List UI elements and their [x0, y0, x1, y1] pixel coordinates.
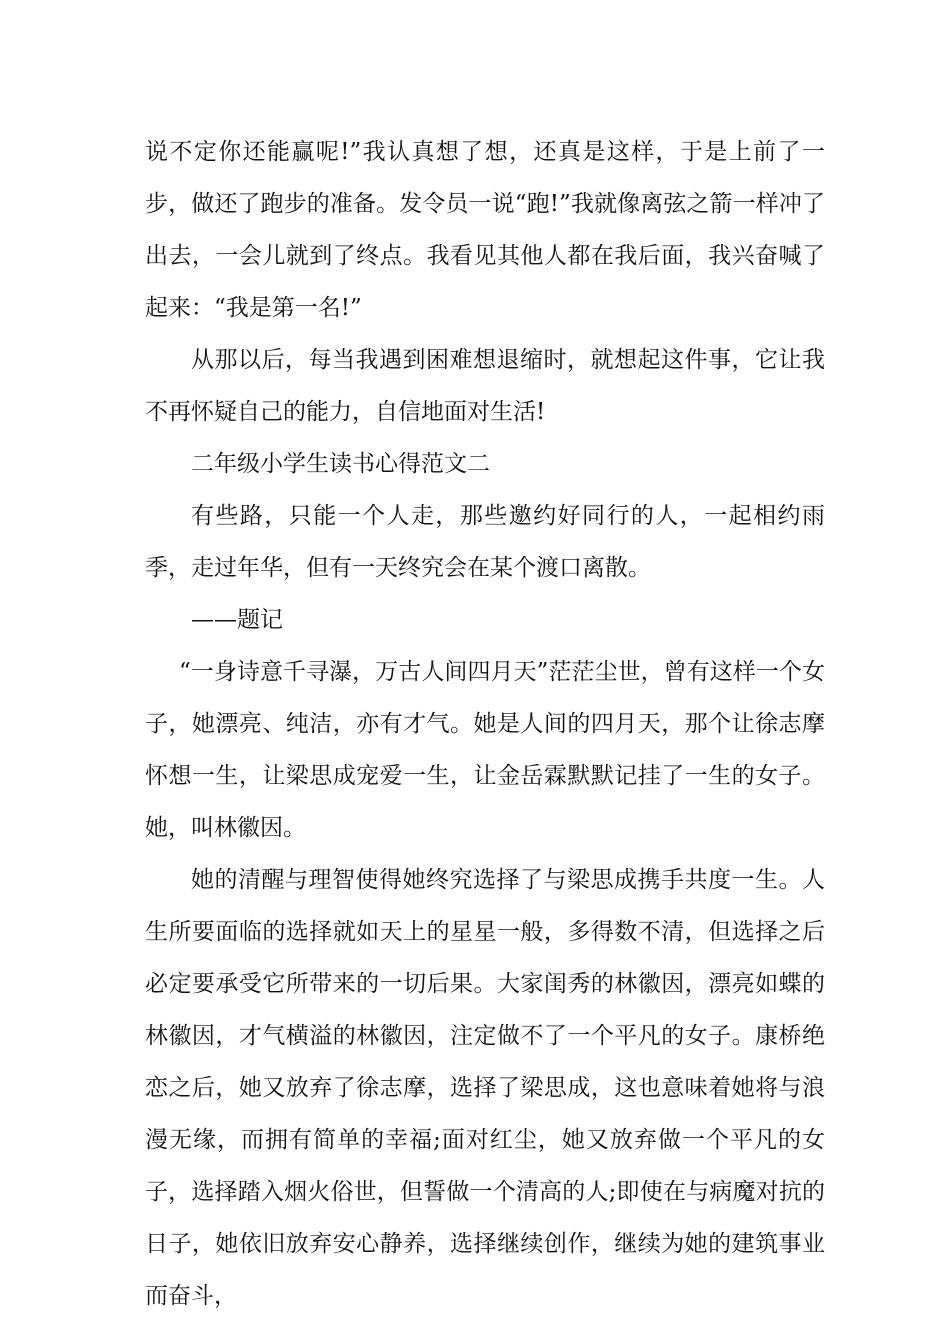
paragraph-epigraph-text: 有些路，只能一个人走，那些邀约好同行的人，一起相约雨季，走过年华，但有一天终究会在某个渡口离散。: [145, 503, 825, 581]
document-body: [145, 126, 825, 1322]
section-heading: 二年级小学生读书心得范文二: [191, 451, 490, 477]
paragraph-reflection: 从那以后，每当我遇到困难想退缩时，就想起这件事，它让我不再怀疑自己的能力，自信地面对生活!: [145, 347, 825, 425]
paragraph-lin-huiyin-choices: 她的清醒与理智使得她终究选择了与梁思成携手共度一生。人生所要面临的选择就如天上的星星一般，多得数不清，但选择之后必定要承受它所带来的一切后果。大家闺秀的林徽因，漂亮如蝶的林徽因，才气横溢的林徽因，注定做不了一个平凡的女子。康桥绝恋之后，她又放弃了徐志摩，选择了梁思成，这也意味着她将与浪漫无缘，而拥有简单的幸福;面对红尘，她又放弃做一个平凡的女子，选择踏入烟火俗世，但誓做一个清高的人;即使在与病魔对抗的日子，她依旧放弃安心静养，选择继续创作，继续为她的建筑事业而奋斗，: [145, 867, 825, 1309]
paragraph-race-continuation: 说不定你还能赢呢!”我认真想了想，还真是这样，于是上前了一步，做还了跑步的准备。发令员一说“跑!”我就像离弦之箭一样冲了出去，一会儿就到了终点。我看见其他人都在我后面，我兴奋喊了起来：“我是第一名!”: [145, 139, 825, 321]
paragraph-lin-huiyin-intro: “一身诗意千寻瀑，万古人间四月天”茫茫尘世，曾有这样一个女子，她漂亮、纯洁，亦有才气。她是人间的四月天，那个让徐志摩怀想一生，让梁思成宠爱一生，让金岳霖默默记挂了一生的女子。她，叫林徽因。: [145, 659, 825, 841]
epigraph-attribution: ——题记: [191, 607, 283, 633]
